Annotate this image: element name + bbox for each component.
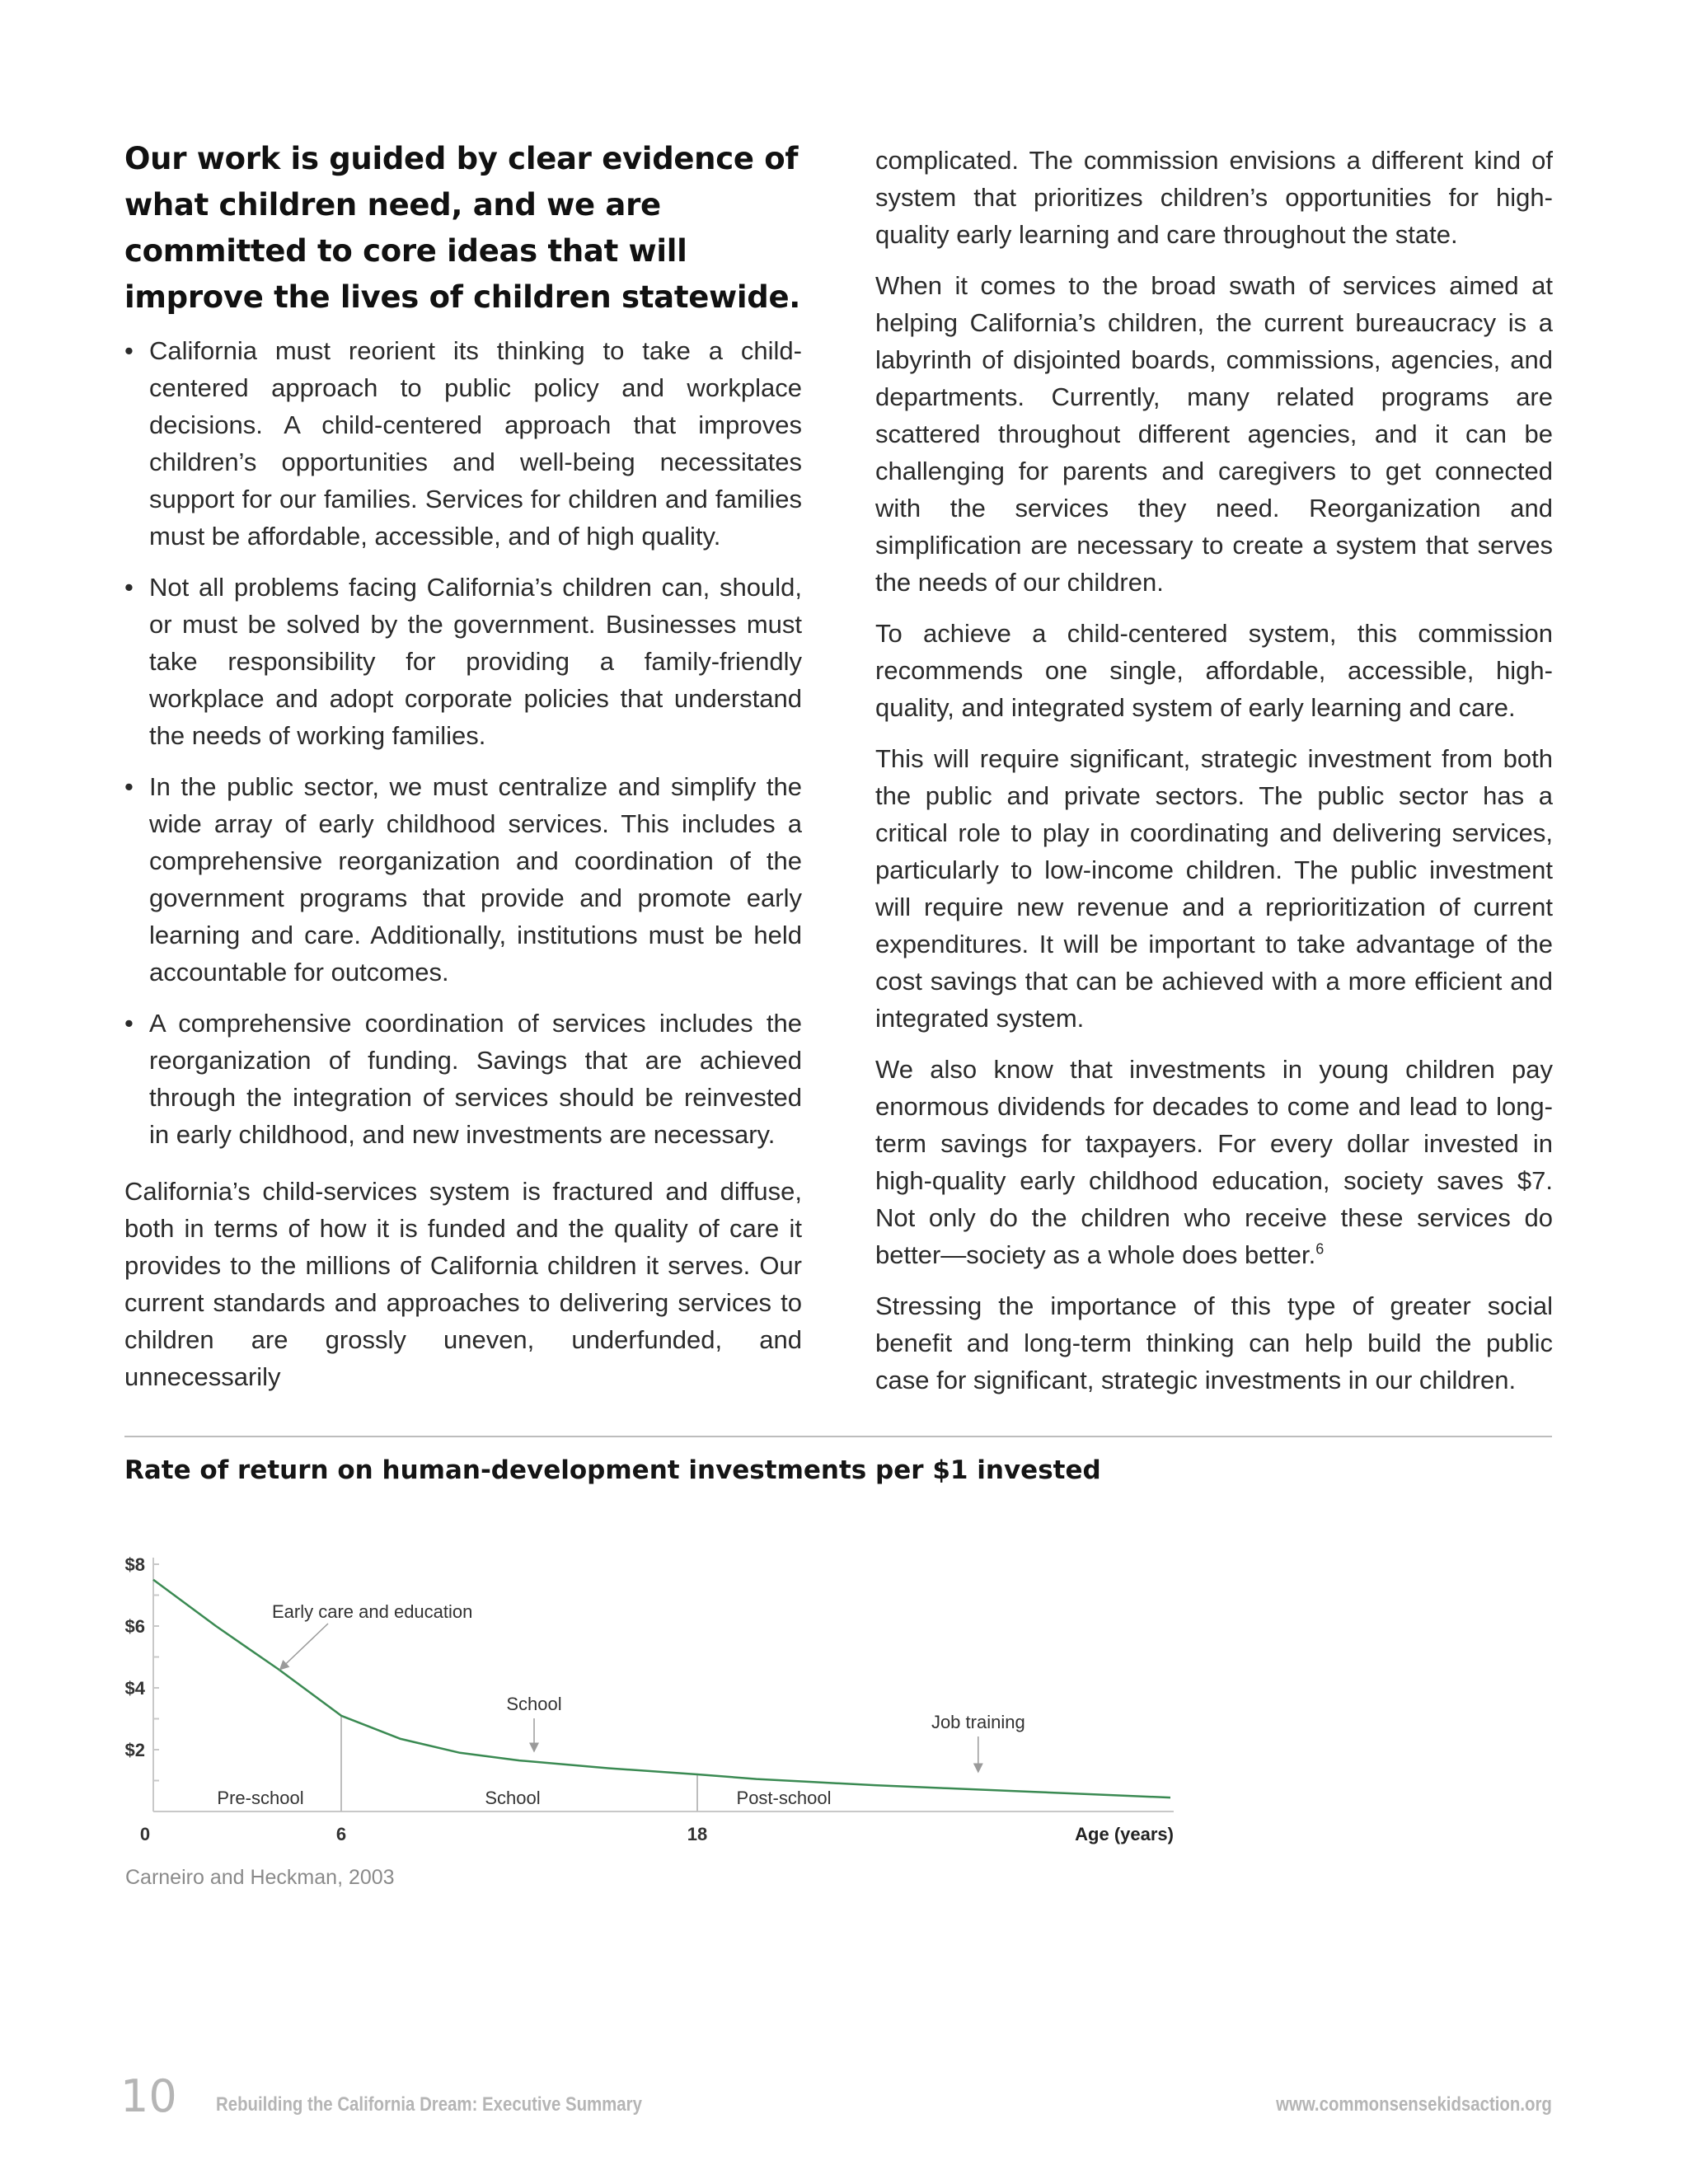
annotation-arrow xyxy=(282,1624,328,1668)
body-paragraph xyxy=(875,1051,1553,1273)
segment-label: Post-school xyxy=(736,1788,832,1808)
y-tick-label: $4 xyxy=(124,1678,145,1699)
y-tick-label: $6 xyxy=(124,1616,145,1637)
bullet-icon: • xyxy=(124,772,134,801)
return-on-investment-chart xyxy=(115,1541,1203,1846)
body-paragraph: complicated. The commission envisions a different kind of system that prioritizes children’s opportunities for high-quality early learning and care throughout the state. xyxy=(875,146,1553,249)
body-paragraph: To achieve a child-centered system, this commission recommends one single, affordable, accessible, high-quality, and integrated system of early learning and care. xyxy=(875,619,1553,722)
list-item xyxy=(124,569,802,754)
chart-source: Carneiro and Heckman, 2003 xyxy=(125,1866,395,1889)
annotation-label: Early care and education xyxy=(272,1601,473,1622)
body-paragraph: When it comes to the broad swath of services aimed at helping California’s children, the current bureaucracy is a labyrinth of disjointed boards, commissions, agencies, and departments. Currently, many related programs are scattered throughout different agencies, and it can be challenging for parents and caregivers to get connected with the services they need. Reorganization and simplification are necessary to create a system that serves the needs of our children. xyxy=(875,271,1553,597)
bullet-icon: • xyxy=(124,336,134,365)
body-paragraph: Stressing the importance of this type of greater social benefit and long-term thinking can help build the public case for significant, strategic investments in our children. xyxy=(875,1291,1553,1394)
publication-title: Rebuilding the California Dream: Executive Summary xyxy=(216,2093,642,2116)
annotation-label: Job training xyxy=(931,1712,1025,1732)
segment-label: Pre-school xyxy=(217,1788,304,1808)
left-column xyxy=(124,136,802,1409)
x-tick-label: 6 xyxy=(335,1824,347,1844)
dividends-text: We also know that investments in young children pay enormous dividends for decades to come and lead to long-term savings for taxpayers. For every dollar invested in high-quality early childhood education, society saves $7. Not only do the children who receive these services do better—society as a whole does better. xyxy=(875,1055,1553,1269)
x-axis-label: Age (years) xyxy=(1075,1824,1174,1844)
y-tick-label: $8 xyxy=(124,1554,145,1575)
section-heading: Our work is guided by clear evidence of what children need, and we are committed to core ideas that will improve the lives of children statewide. xyxy=(124,141,801,315)
list-item-text: In the public sector, we must centralize and simplify the wide array of early childhood services. This includes a comprehensive reorganization and coordination of the government programs that provide and promote early learning and care. Additionally, institutions must be held accountable for outcomes. xyxy=(149,772,802,987)
list-item-text: California must reorient its thinking to take a child-centered approach to public policy and workplace decisions. A child-centered approach that improves children’s opportunities and well-being necessitates support for our families. Services for children and families must be affordable, accessible, and of high quality. xyxy=(149,336,802,551)
section-divider xyxy=(124,1436,1552,1437)
body-paragraph: California’s child-services system is fractured and diffuse, both in terms of how it is funded and the quality of care it provides to the millions of California children it serves. Our current standards and approaches to delivering services to children are grossly uneven, underfunded, and unnecessarily xyxy=(124,1177,802,1391)
footnote-reference[interactable]: 6 xyxy=(1315,1240,1325,1258)
list-item xyxy=(124,768,802,991)
list-item xyxy=(124,1005,802,1153)
x-tick-label: 0 xyxy=(139,1824,151,1844)
list-item xyxy=(124,332,802,555)
list-item-text: Not all problems facing California’s children can, should, or must be solved by the government. Businesses must take responsibility for providing a family-friendly workplace and adopt corporate policies that understand the needs of working families. xyxy=(149,573,802,750)
annotation-label: School xyxy=(506,1694,562,1714)
website-link[interactable]: www.commonsensekidsaction.org xyxy=(1276,2093,1552,2116)
bullet-icon: • xyxy=(124,1009,134,1038)
y-tick-label: $2 xyxy=(124,1740,145,1760)
list-item-text: A comprehensive coordination of services includes the reorganization of funding. Savings that are achieved through the integration of services should be reinvested in early childhood, and new investments are necessary. xyxy=(149,1009,802,1149)
core-ideas-list xyxy=(124,332,802,1153)
page-number: 10 xyxy=(120,2070,177,2122)
x-tick-label: 18 xyxy=(687,1824,708,1844)
segment-label: School xyxy=(485,1788,541,1808)
body-paragraph: This will require significant, strategic investment from both the public and private sectors. The public sector has a critical role to play in coordinating and delivering services, particularly to low-income children. The public investment will require new revenue and a reprioritization of current expenditures. It will be important to take advantage of the cost savings that can be achieved with a more efficient and integrated system. xyxy=(875,744,1553,1033)
chart-title: Rate of return on human-development investments per $1 invested xyxy=(124,1455,1101,1485)
right-column xyxy=(875,142,1553,1413)
bullet-icon: • xyxy=(124,573,134,602)
